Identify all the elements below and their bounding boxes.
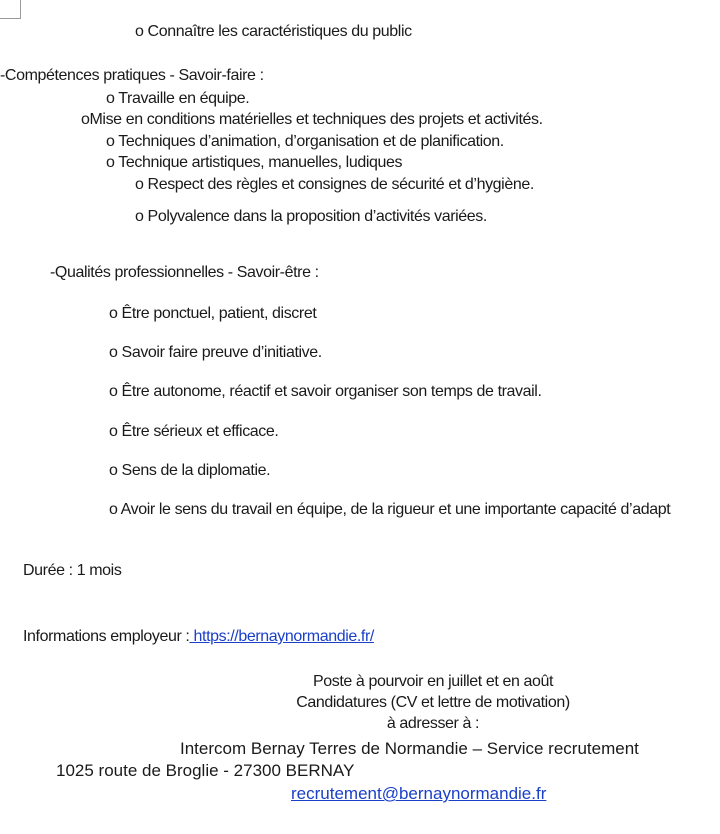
address-street: 1025 route de Broglie - 27300 BERNAY: [56, 761, 355, 780]
apply-line-3: à adresser à :: [386, 715, 480, 732]
savoir-faire-heading: -Compétences pratiques - Savoir-faire :: [0, 67, 264, 84]
list-item: o Technique artistiques, manuelles, ludiques: [106, 154, 403, 171]
apply-line-2: Candidatures (CV et lettre de motivation): [296, 694, 570, 711]
list-item: o Sens de la diplomatie.: [109, 462, 271, 479]
list-item: o Savoir faire preuve d’initiative.: [109, 344, 322, 361]
list-item: oMise en conditions matérielles et techniques des projets et activités.: [81, 111, 543, 128]
address-org: Intercom Bernay Terres de Normandie – Service recrutement: [180, 739, 639, 758]
list-item: o Respect des règles et consignes de sécurité et d’hygiène.: [135, 176, 534, 193]
savoir-etre-heading: -Qualités professionnelles - Savoir-être :: [50, 264, 319, 281]
employer-label: Informations employeur :: [23, 628, 190, 645]
duration-line: Durée : 1 mois: [23, 562, 122, 579]
list-item: o Techniques d’animation, d’organisation et de planification.: [106, 133, 504, 150]
list-item: o Travaille en équipe.: [106, 90, 250, 107]
list-item: o Être autonome, réactif et savoir organiser son temps de travail.: [109, 383, 542, 400]
list-item: o Être sérieux et efficace.: [109, 423, 279, 440]
list-item: o Polyvalence dans la proposition d’activités variées.: [135, 208, 487, 225]
email-link[interactable]: recrutement@bernaynormandie.fr: [291, 784, 547, 803]
list-item: o Être ponctuel, patient, discret: [109, 305, 317, 322]
page-corner-mark: [0, 0, 21, 19]
list-item: o Connaître les caractéristiques du public: [135, 23, 412, 40]
list-item: o Avoir le sens du travail en équipe, de la rigueur et une importante capacité d’adapt: [109, 501, 671, 518]
employer-link[interactable]: https://bernaynormandie.fr/: [189, 628, 374, 645]
employer-info: [23, 627, 374, 647]
apply-line-1: Poste à pourvoir en juillet et en août: [312, 673, 554, 690]
